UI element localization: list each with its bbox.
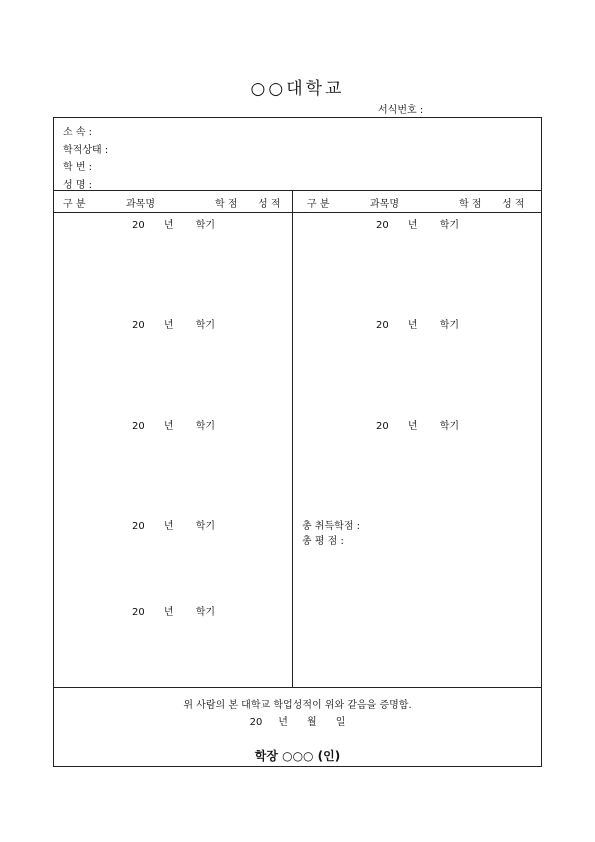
certification-date <box>54 713 541 728</box>
semester-year: 20 <box>132 320 145 331</box>
semester-year-unit: 년 <box>163 421 174 432</box>
semester-year: 20 <box>132 421 145 432</box>
semester-year: 20 <box>132 521 145 532</box>
semester-term: 학기 <box>195 607 216 618</box>
semester-term: 학기 <box>439 320 460 331</box>
status-label: 학적상태 : <box>63 145 109 156</box>
semester-row <box>376 417 459 432</box>
semester-year-unit: 년 <box>163 220 174 231</box>
semester-year-unit: 년 <box>407 320 418 331</box>
divider <box>54 687 541 688</box>
dean-signature: 학장 ○○○ (인) <box>254 749 341 763</box>
document-title: ○○대학교 <box>250 79 345 99</box>
divider <box>54 212 541 213</box>
semester-year: 20 <box>132 220 145 231</box>
semester-year-unit: 년 <box>407 421 418 432</box>
semester-term: 학기 <box>439 421 460 432</box>
semester-year: 20 <box>376 421 389 432</box>
semester-row <box>376 216 459 231</box>
header-course-left: 과목명 <box>126 199 155 210</box>
semester-row <box>132 603 215 618</box>
semester-year: 20 <box>376 220 389 231</box>
semester-term: 학기 <box>439 220 460 231</box>
date-year: 20 <box>249 717 263 728</box>
affiliation-label: 소 속 : <box>63 127 93 138</box>
semester-year: 20 <box>376 320 389 331</box>
name-label: 성 명 : <box>63 180 93 191</box>
column-divider <box>292 191 293 687</box>
header-category-left: 구 분 <box>63 199 86 210</box>
certification-statement: 위 사람의 본 대학교 학업성적이 위와 같음을 증명함. <box>183 700 412 711</box>
semester-row <box>132 316 215 331</box>
header-credit-right: 학 점 <box>459 199 482 210</box>
date-day: 일 <box>335 717 346 728</box>
transcript-form <box>53 117 542 767</box>
semester-year: 20 <box>132 607 145 618</box>
semester-row <box>132 417 215 432</box>
semester-year-unit: 년 <box>163 607 174 618</box>
date-year-unit: 년 <box>278 717 288 728</box>
header-credit-left: 학 점 <box>215 199 238 210</box>
semester-term: 학기 <box>195 220 216 231</box>
total-earned-credits-label: 총 취득학점 : <box>302 521 361 532</box>
semester-term: 학기 <box>195 421 216 432</box>
header-grade-right: 성 적 <box>502 199 525 210</box>
form-number-label: 서식번호 : <box>378 105 424 116</box>
semester-year-unit: 년 <box>163 320 174 331</box>
semester-term: 학기 <box>195 521 216 532</box>
semester-year-unit: 년 <box>163 521 174 532</box>
divider <box>54 190 541 191</box>
semester-row <box>132 517 215 532</box>
semester-year-unit: 년 <box>407 220 418 231</box>
student-id-label: 학 번 : <box>63 162 93 173</box>
semester-row <box>132 216 215 231</box>
header-course-right: 과목명 <box>370 199 399 210</box>
total-gpa-label: 총 평 점 : <box>302 536 344 547</box>
header-category-right: 구 분 <box>307 199 330 210</box>
date-month: 월 <box>306 717 317 728</box>
semester-term: 학기 <box>195 320 216 331</box>
semester-row <box>376 316 459 331</box>
header-grade-left: 성 적 <box>258 199 281 210</box>
